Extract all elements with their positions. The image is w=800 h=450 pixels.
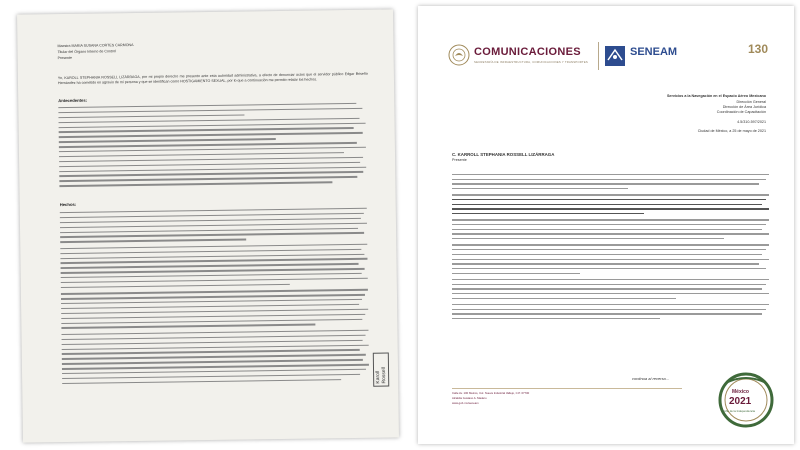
dept-line-2: Dirección de Área Jurídica [722, 105, 766, 109]
recipient-line-3: Presente [57, 55, 73, 61]
brand-comunicaciones: COMUNICACIONES [474, 46, 581, 58]
hechos-body [60, 208, 372, 388]
hechos-heading: Hechos: [59, 201, 77, 208]
opening-paragraph: Yo, KAROLL STEPHANIA ROSSELL LIZÁRRAGA, por mi propio derecho me presento ante esta autoridad administrativa, a efecto de denunciar actos que el servidor público Edgar Briseño Hernández ha cometido en agravio de mi persona y que se identifican como HOSTIGAMIENTO SEXUAL, por lo que a continuación me permito relatar los hechos. [57, 71, 368, 85]
seneam-name: SENEAM [630, 46, 678, 58]
badge-caption: Año de la Independencia [724, 409, 755, 413]
footer-web: www.gob.mx/seneam [452, 401, 479, 405]
header-divider [598, 42, 599, 70]
addressee-presente: Presente [452, 158, 467, 162]
footer-address: Calle Av. 100 Metros, Col. Nueva Industrial Vallejo, C.P. 07700 [452, 391, 530, 395]
antecedentes-heading: Antecedentes: [58, 97, 88, 104]
antecedentes-body [58, 103, 369, 190]
anniversary-number: 130 [748, 42, 769, 56]
continues-note: continua al reverso... [632, 376, 670, 381]
recipient-line-1: Maestra MARIA SUSANA CORTES CARMONA [57, 43, 134, 49]
recipient-line-2: Titular del Órgano Interno de Control [57, 49, 116, 55]
complaint-letter-page [17, 9, 399, 442]
reference-number: 4.5/310-597/2021 [737, 120, 766, 124]
letter-body [452, 174, 772, 323]
eagle-seal-icon [448, 44, 470, 66]
badge-label: México [732, 389, 749, 395]
seneam-logo-icon [604, 45, 626, 67]
badge-year: 2021 [729, 396, 752, 407]
dept-line-1: Dirección General [736, 100, 766, 104]
brand-subtitle: SECRETARÍA DE INFRAESTRUCTURA, COMUNICACIONES Y TRANSPORTES [474, 60, 588, 64]
official-letter-page [418, 6, 794, 444]
footer-divider [452, 388, 682, 389]
addressee-name: C. KARROLL STEPHANIA ROSSELL LIZÁRRAGA [452, 152, 555, 157]
dept-line-3: Coordinación de Capacitación [716, 110, 766, 114]
org-title: Servicios a la Navegación en el Espacio Aéreo Mexicano [666, 94, 766, 98]
signature-stamp: Karoll Rossell [373, 352, 389, 386]
footer-city: Alcaldía Gustavo A. Madero [452, 396, 487, 400]
date-line: Ciudad de México, a 25 de mayo de 2021 [697, 129, 766, 133]
